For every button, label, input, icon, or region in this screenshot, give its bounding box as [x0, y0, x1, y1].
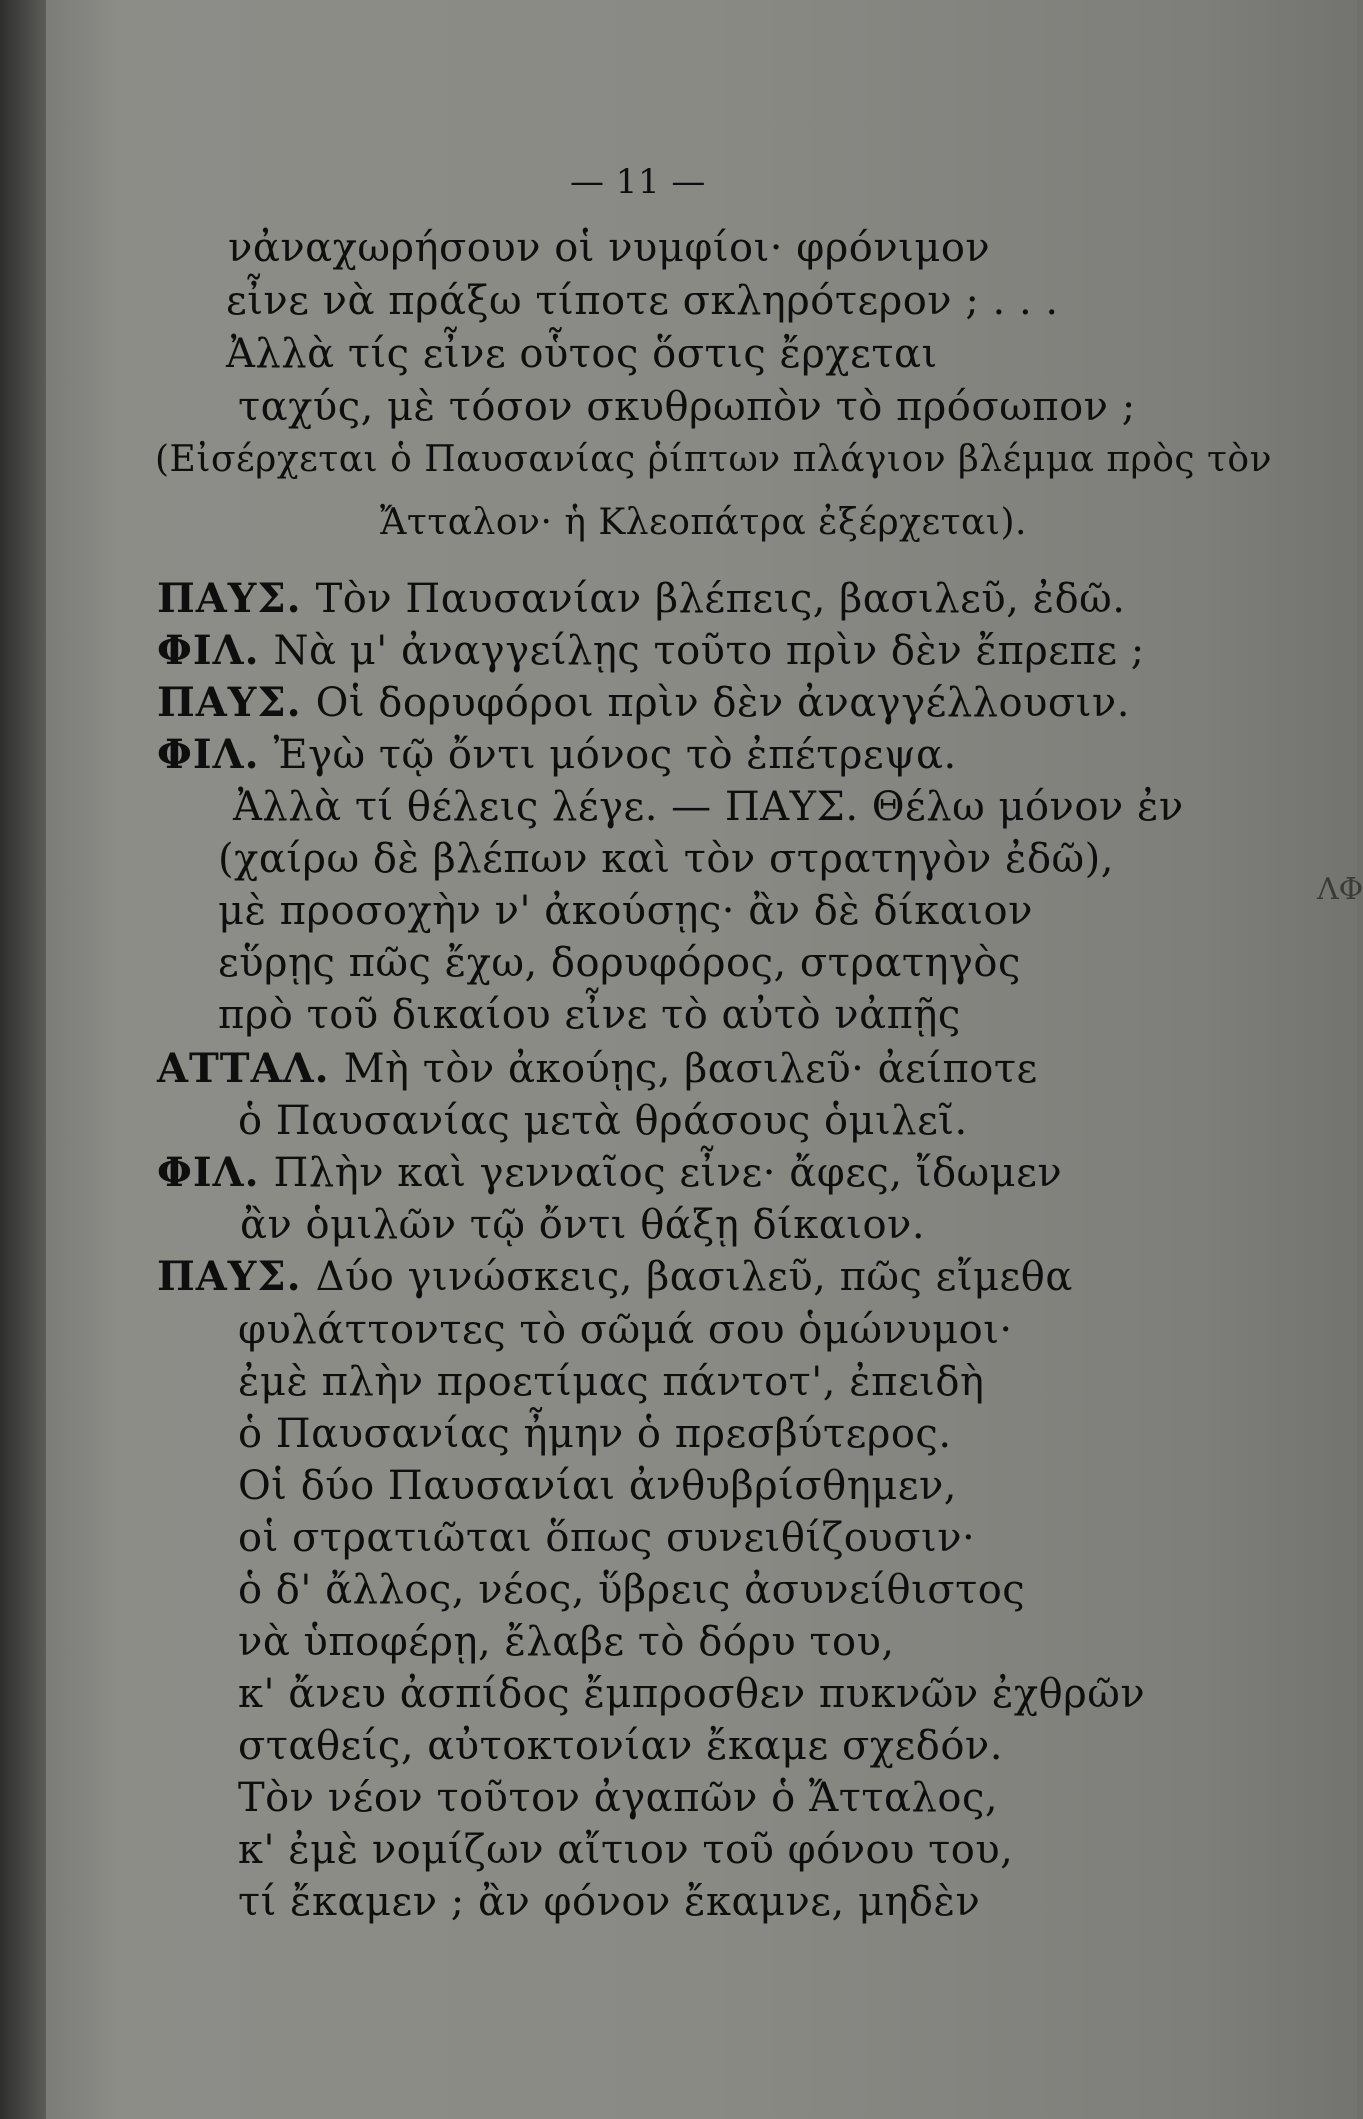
speaker-label: ΠΑΥΣ. — [157, 679, 302, 726]
speaker-label: ΑΤΤΑΛ. — [157, 1045, 330, 1092]
text-line: ὁ Παυσανίας ἦμην ὁ πρεσβύτερος. — [238, 1411, 952, 1457]
dialogue-line: ΦΙΛ. Νὰ μ' ἀναγγείλῃς τοῦτο πρὶν δὲν ἔπρεπε ; — [157, 627, 1145, 674]
text-line: τί ἔκαμεν ; ἂν φόνον ἔκαμνε, μηδὲν — [238, 1879, 981, 1925]
text-line: σταθείς, αὐτοκτονίαν ἔκαμε σχεδόν. — [238, 1723, 1003, 1769]
speaker-label: ΦΙΛ. — [157, 1149, 260, 1196]
text-line: μὲ προσοχὴν ν' ἀκούσῃς· ἂν δὲ δίκαιον — [218, 888, 1033, 934]
dialogue-line: Ἀλλὰ τί θέλεις λέγε. — ΠΑΥΣ. Θέλω μόνον ἐν — [233, 784, 1184, 830]
text-line: κ' ἄνευ ἀσπίδος ἔμπροσθεν πυκνῶν ἐχθρῶν — [238, 1671, 1146, 1717]
text-line: ἐμὲ πλὴν προετίμας πάντοτ', ἐπειδὴ — [238, 1359, 985, 1405]
text-line: πρὸ τοῦ δικαίου εἶνε τὸ αὐτὸ νἀπῇς — [218, 992, 961, 1038]
text-line: ὁ δ' ἄλλος, νέος, ὕβρεις ἀσυνείθιστος — [238, 1567, 1026, 1613]
speaker-label: ΠΑΥΣ. — [157, 575, 302, 622]
text-line: νὰ ὑποφέρῃ, ἔλαβε τὸ δόρυ του, — [238, 1619, 895, 1665]
text-line: κ' ἐμὲ νομίζων αἴτιον τοῦ φόνου του, — [238, 1827, 1014, 1873]
dialogue-line: ΑΤΤΑΛ. Μὴ τὸν ἀκούῃς, βασιλεῦ· ἀείποτε — [157, 1045, 1038, 1092]
text-line: ἂν ὁμιλῶν τῷ ὄντι θάξῃ δίκαιον. — [240, 1202, 926, 1248]
text-line: Τὸν νέον τοῦτον ἀγαπῶν ὁ Ἄτταλος, — [238, 1775, 999, 1821]
text-line: (χαίρω δὲ βλέπων καὶ τὸν στρατηγὸν ἐδῶ), — [218, 836, 1114, 882]
dialogue-line: ΠΑΥΣ. Τὸν Παυσανίαν βλέπεις, βασιλεῦ, ἐδῶ. — [157, 575, 1126, 622]
text-line: ταχύς, μὲ τόσον σκυθρωπὸν τὸ πρόσωπον ; — [238, 384, 1136, 430]
stage-direction: (Εἰσέρχεται ὁ Παυσανίας ῥίπτων πλάγιον βλέμμα πρὸς τὸν — [155, 439, 1272, 480]
dialogue-line: ΦΙΛ. Ἐγὼ τῷ ὄντι μόνος τὸ ἐπέτρεψα. — [157, 731, 957, 778]
page-number: — 11 — — [570, 162, 706, 202]
speaker-label: ΠΑΥΣ. — [157, 1253, 302, 1300]
book-spine-shadow — [0, 0, 46, 2119]
text-line: εἶνε νὰ πράξω τίποτε σκληρότερον ; . . . — [226, 278, 1059, 324]
text-line: φυλάττοντες τὸ σῶμά σου ὁμώνυμοι· — [238, 1307, 1013, 1353]
dialogue-line: ΠΑΥΣ. Δύο γινώσκεις, βασιλεῦ, πῶς εἴμεθα — [157, 1253, 1073, 1300]
margin-glyph: ΛΦ — [1317, 872, 1363, 907]
speaker-label: ΦΙΛ. — [157, 627, 260, 674]
text-line: Ἀλλὰ τίς εἶνε οὗτος ὅστις ἔρχεται — [226, 331, 938, 377]
text-line: οἱ στρατιῶται ὅπως συνειθίζουσιν· — [238, 1515, 976, 1561]
text-line: ὁ Παυσανίας μετὰ θράσους ὁμιλεῖ. — [238, 1098, 968, 1144]
dialogue-line: ΦΙΛ. Πλὴν καὶ γενναῖος εἶνε· ἄφες, ἴδωμεν — [157, 1149, 1063, 1196]
text-line: νἀναχωρήσουν οἱ νυμφίοι· φρόνιμον — [228, 225, 991, 271]
text-line: εὕρῃς πῶς ἔχω, δορυφόρος, στρατηγὸς — [218, 940, 1021, 986]
stage-direction: Ἄτταλον· ἡ Κλεοπάτρα ἐξέρχεται). — [380, 502, 1027, 543]
dialogue-line: ΠΑΥΣ. Οἱ δορυφόροι πρὶν δὲν ἀναγγέλλουσιν. — [157, 679, 1130, 726]
text-line: Οἱ δύο Παυσανίαι ἀνθυβρίσθημεν, — [238, 1463, 957, 1509]
speaker-label: ΦΙΛ. — [157, 731, 260, 778]
